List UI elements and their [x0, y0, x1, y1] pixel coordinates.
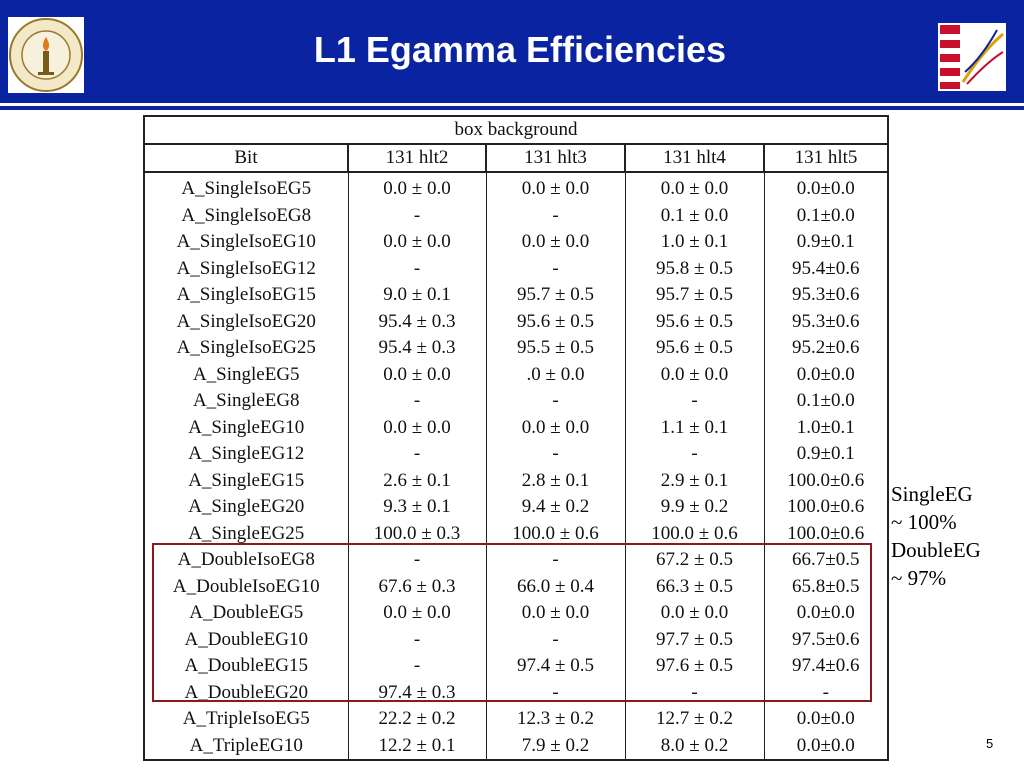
efficiency-cell: 0.0 ± 0.0	[486, 415, 625, 442]
table-row	[144, 172, 888, 203]
efficiency-cell: 95.2±0.6	[764, 335, 888, 362]
bit-name-cell: A_SingleEG8	[144, 388, 348, 415]
efficiency-cell: -	[625, 680, 764, 707]
efficiency-cell: 66.3 ± 0.5	[625, 574, 764, 601]
efficiency-cell: 0.9±0.1	[764, 229, 888, 256]
efficiency-cell: 9.3 ± 0.1	[348, 494, 486, 521]
table-row	[144, 309, 888, 336]
efficiency-cell: 0.1±0.0	[764, 203, 888, 230]
bit-name-cell: A_SingleIsoEG10	[144, 229, 348, 256]
page-number: 5	[986, 736, 994, 751]
column-header: Bit	[144, 144, 348, 172]
efficiency-cell: 100.0 ± 0.6	[625, 521, 764, 548]
efficiency-cell: -	[348, 388, 486, 415]
efficiency-cell: 12.2 ± 0.1	[348, 733, 486, 761]
efficiency-cell: 95.4 ± 0.3	[348, 335, 486, 362]
doubleeg-highlight-box	[152, 543, 872, 702]
bit-name-cell: A_SingleIsoEG8	[144, 203, 348, 230]
bit-name-cell: A_TripleIsoEG5	[144, 706, 348, 733]
bit-name-cell: A_DoubleIsoEG8	[144, 547, 348, 574]
efficiency-cell: 0.0 ± 0.0	[625, 362, 764, 389]
efficiency-cell: 95.3±0.6	[764, 309, 888, 336]
table-row	[144, 706, 888, 733]
efficiency-cell: 95.4±0.6	[764, 256, 888, 283]
efficiency-cell: -	[486, 547, 625, 574]
slide-title: L1 Egamma Efficiencies	[313, 29, 727, 70]
efficiency-cell: 0.0 ± 0.0	[348, 415, 486, 442]
efficiency-cell: 2.9 ± 0.1	[625, 468, 764, 495]
efficiency-cell: 1.1 ± 0.1	[625, 415, 764, 442]
efficiency-cell: 97.6 ± 0.5	[625, 653, 764, 680]
efficiency-cell: 97.4 ± 0.5	[486, 653, 625, 680]
efficiency-cell: -	[486, 388, 625, 415]
efficiency-cell: 9.4 ± 0.2	[486, 494, 625, 521]
efficiency-cell: 12.3 ± 0.2	[486, 706, 625, 733]
efficiency-cell: -	[486, 680, 625, 707]
efficiency-cell: -	[348, 256, 486, 283]
table-caption: box background	[144, 116, 888, 144]
efficiency-cell: 0.0 ± 0.0	[348, 172, 486, 203]
annotation-line: ~ 100%	[891, 510, 957, 534]
efficiency-cell: 95.6 ± 0.5	[625, 309, 764, 336]
annotation-line: SingleEG	[891, 482, 973, 506]
efficiency-cell: 95.7 ± 0.5	[625, 282, 764, 309]
efficiency-cell: 0.0 ± 0.0	[348, 229, 486, 256]
bit-name-cell: A_SingleIsoEG5	[144, 172, 348, 203]
efficiency-cell: 1.0±0.1	[764, 415, 888, 442]
efficiency-cell: 0.0 ± 0.0	[486, 600, 625, 627]
efficiency-cell: 67.2 ± 0.5	[625, 547, 764, 574]
bit-name-cell: A_SingleIsoEG25	[144, 335, 348, 362]
efficiency-cell: 67.6 ± 0.3	[348, 574, 486, 601]
efficiency-cell: -	[764, 680, 888, 707]
column-header: 131 hlt2	[348, 144, 486, 172]
efficiency-cell: 0.0±0.0	[764, 600, 888, 627]
efficiency-cell: 0.1±0.0	[764, 388, 888, 415]
efficiency-cell: 97.4 ± 0.3	[348, 680, 486, 707]
bit-name-cell: A_SingleEG10	[144, 415, 348, 442]
efficiency-cell: 0.0 ± 0.0	[348, 600, 486, 627]
efficiency-cell: 66.0 ± 0.4	[486, 574, 625, 601]
efficiency-cell: 100.0±0.6	[764, 521, 888, 548]
efficiency-cell: 0.1 ± 0.0	[625, 203, 764, 230]
column-header: 131 hlt5	[764, 144, 888, 172]
efficiency-cell: 0.0 ± 0.0	[625, 600, 764, 627]
bit-name-cell: A_DoubleEG5	[144, 600, 348, 627]
header-divider-lower	[0, 106, 1024, 110]
efficiency-cell: 100.0±0.6	[764, 494, 888, 521]
efficiency-cell: 9.9 ± 0.2	[625, 494, 764, 521]
bit-name-cell: A_DoubleEG20	[144, 680, 348, 707]
efficiency-cell: -	[348, 203, 486, 230]
bit-name-cell: A_DoubleEG10	[144, 627, 348, 654]
efficiency-cell: 65.8±0.5	[764, 574, 888, 601]
bit-name-cell: A_SingleEG20	[144, 494, 348, 521]
efficiency-cell: 95.6 ± 0.5	[486, 309, 625, 336]
efficiency-cell: 95.5 ± 0.5	[486, 335, 625, 362]
uscms-logo-icon	[937, 22, 1007, 92]
efficiency-cell: -	[348, 627, 486, 654]
efficiency-cell: -	[348, 547, 486, 574]
summary-annotation	[891, 480, 981, 592]
bit-name-cell: A_DoubleIsoEG10	[144, 574, 348, 601]
efficiency-cell: 0.0 ± 0.0	[486, 172, 625, 203]
column-header: 131 hlt3	[486, 144, 625, 172]
table-caption-row	[144, 116, 888, 144]
efficiency-cell: 2.6 ± 0.1	[348, 468, 486, 495]
bit-name-cell: A_SingleIsoEG20	[144, 309, 348, 336]
efficiency-cell: -	[625, 388, 764, 415]
table-row	[144, 256, 888, 283]
bit-name-cell: A_SingleEG12	[144, 441, 348, 468]
efficiency-cell: 100.0 ± 0.6	[486, 521, 625, 548]
bit-name-cell: A_SingleEG5	[144, 362, 348, 389]
efficiency-cell: 95.6 ± 0.5	[625, 335, 764, 362]
efficiency-cell: 95.8 ± 0.5	[625, 256, 764, 283]
efficiency-cell: 0.0±0.0	[764, 172, 888, 203]
table-row	[144, 203, 888, 230]
efficiency-cell: 66.7±0.5	[764, 547, 888, 574]
efficiency-cell: .0 ± 0.0	[486, 362, 625, 389]
efficiency-cell: 8.0 ± 0.2	[625, 733, 764, 761]
efficiency-cell: 0.9±0.1	[764, 441, 888, 468]
table-row	[144, 733, 888, 761]
efficiency-cell: -	[348, 653, 486, 680]
efficiency-cell: -	[486, 203, 625, 230]
table-row	[144, 468, 888, 495]
efficiency-cell: 1.0 ± 0.1	[625, 229, 764, 256]
table-row	[144, 362, 888, 389]
efficiency-cell: 100.0 ± 0.3	[348, 521, 486, 548]
bit-name-cell: A_DoubleEG15	[144, 653, 348, 680]
bit-name-cell: A_TripleEG10	[144, 733, 348, 761]
efficiency-cell: 0.0±0.0	[764, 362, 888, 389]
table-row	[144, 282, 888, 309]
efficiency-cell: -	[486, 256, 625, 283]
efficiency-cell: 95.7 ± 0.5	[486, 282, 625, 309]
efficiency-cell: 97.5±0.6	[764, 627, 888, 654]
bit-name-cell: A_SingleEG25	[144, 521, 348, 548]
bit-name-cell: A_SingleIsoEG15	[144, 282, 348, 309]
table-row	[144, 229, 888, 256]
efficiency-cell: 9.0 ± 0.1	[348, 282, 486, 309]
efficiency-cell: -	[486, 441, 625, 468]
efficiency-cell: 22.2 ± 0.2	[348, 706, 486, 733]
table-row	[144, 388, 888, 415]
table-row	[144, 335, 888, 362]
efficiency-cell: 0.0 ± 0.0	[348, 362, 486, 389]
efficiency-cell: 0.0±0.0	[764, 706, 888, 733]
efficiency-cell: 100.0±0.6	[764, 468, 888, 495]
table-row	[144, 494, 888, 521]
column-header: 131 hlt4	[625, 144, 764, 172]
efficiency-cell: 0.0±0.0	[764, 733, 888, 761]
bit-name-cell: A_SingleEG15	[144, 468, 348, 495]
efficiency-cell: 0.0 ± 0.0	[625, 172, 764, 203]
efficiency-cell: 97.7 ± 0.5	[625, 627, 764, 654]
table-row	[144, 415, 888, 442]
efficiency-cell: 95.3±0.6	[764, 282, 888, 309]
efficiency-cell: 0.0 ± 0.0	[486, 229, 625, 256]
bit-name-cell: A_SingleIsoEG12	[144, 256, 348, 283]
table-header-row	[144, 144, 888, 172]
efficiency-cell: -	[625, 441, 764, 468]
annotation-line: ~ 97%	[891, 566, 947, 590]
efficiency-cell: 97.4±0.6	[764, 653, 888, 680]
annotation-line: DoubleEG	[891, 538, 981, 562]
efficiency-cell: 95.4 ± 0.3	[348, 309, 486, 336]
efficiency-cell: 7.9 ± 0.2	[486, 733, 625, 761]
table-row	[144, 441, 888, 468]
caltech-seal-icon	[8, 17, 84, 93]
efficiency-cell: -	[486, 627, 625, 654]
efficiency-cell: 2.8 ± 0.1	[486, 468, 625, 495]
efficiency-cell: 12.7 ± 0.2	[625, 706, 764, 733]
efficiency-cell: -	[348, 441, 486, 468]
